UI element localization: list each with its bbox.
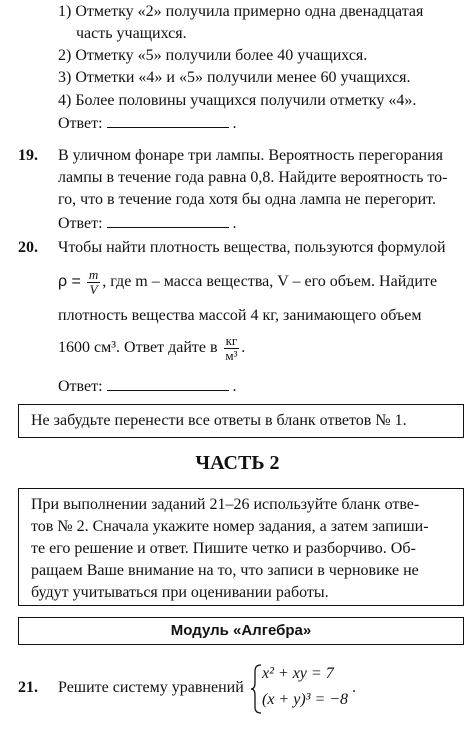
q18-option-2: 2) Отметку «5» получили более 40 учащихся. (58, 47, 368, 64)
q20-formula-line: ρ = $\frac{m}{V}$ , где m – масса вещества, V – его объем. Найдите (58, 266, 438, 297)
q20-text-line: плотность вещества массой 4 кг, занимающего объем (58, 307, 422, 324)
instruction-line: ращаем Ваше внимание на то, что записи в черновике не (31, 562, 419, 579)
answer-blank[interactable] (107, 213, 229, 228)
answer-blank[interactable] (107, 376, 229, 391)
q21-tail: . (352, 679, 356, 696)
instruction-line: будут учитываться при оценивании работы. (31, 584, 329, 601)
part2-title: ЧАСТЬ 2 (195, 452, 280, 474)
q18-option-1-cont: часть учащихся. (76, 25, 187, 42)
question-number: 20. (18, 239, 38, 256)
q18-option-3: 3) Отметки «4» и «5» получили менее 60 учащихся. (58, 69, 411, 86)
q21-text: Решите систему уравнений (58, 679, 244, 696)
density-fraction: $\frac{m}{V}$ (88, 266, 99, 297)
q19-text-line: го, что в течение года хотя бы одна лампа не перегорит. (58, 191, 436, 208)
q20-text-line: Чтобы найти плотность вещества, пользуются формулой (58, 239, 446, 256)
instruction-line: те его решение и ответ. Пишите четко и разборчиво. Об- (31, 540, 416, 557)
answer-label: Ответ: (58, 115, 103, 132)
instruction-line: При выполнении заданий 21–26 используйте бланк отве- (31, 496, 420, 513)
instruction-line: тов № 2. Сначала укажите номер задания, а затем запиши- (31, 518, 429, 535)
module-header (18, 617, 464, 645)
answer-blank[interactable] (107, 113, 229, 128)
q20-answer-row: Ответ: . (58, 378, 237, 395)
question-number: 19. (18, 147, 38, 164)
q18-option-1: 1) Отметку «2» получила примерно одна двенадцатая (58, 3, 424, 20)
reminder-box (18, 404, 464, 438)
question-number: 21. (18, 679, 38, 696)
answer-label: Ответ: (58, 378, 103, 395)
q19-text-line: лампы в течение года равна 0,8. Найдите вероятность то- (58, 169, 448, 186)
q18-option-4: 4) Более половины учащихся получили отметку «4». (58, 92, 417, 109)
module-title: Модуль «Алгебра» (170, 622, 312, 639)
equation-2: (x + y)³ = −8 (262, 691, 349, 708)
q19-text-line: В уличном фонаре три лампы. Вероятность перегорания (58, 147, 444, 164)
equation-1: x² + xy = 7 (262, 665, 334, 682)
instructions-box (18, 488, 464, 606)
q20-units-line: 1600 см³. Ответ дайте в $\frac{кг}{\text{м³}}$ . (58, 332, 246, 363)
density-symbol: ρ = (58, 273, 81, 290)
q19-answer-row: Ответ: . (58, 215, 237, 232)
q18-answer-row: Ответ: . (58, 115, 237, 132)
answer-label: Ответ: (58, 215, 103, 232)
unit-fraction: $\frac{кг}{\text{м³}}$ (225, 332, 238, 363)
reminder-text: Не забудьте перенести все ответы в бланк ответов № 1. (31, 412, 407, 429)
